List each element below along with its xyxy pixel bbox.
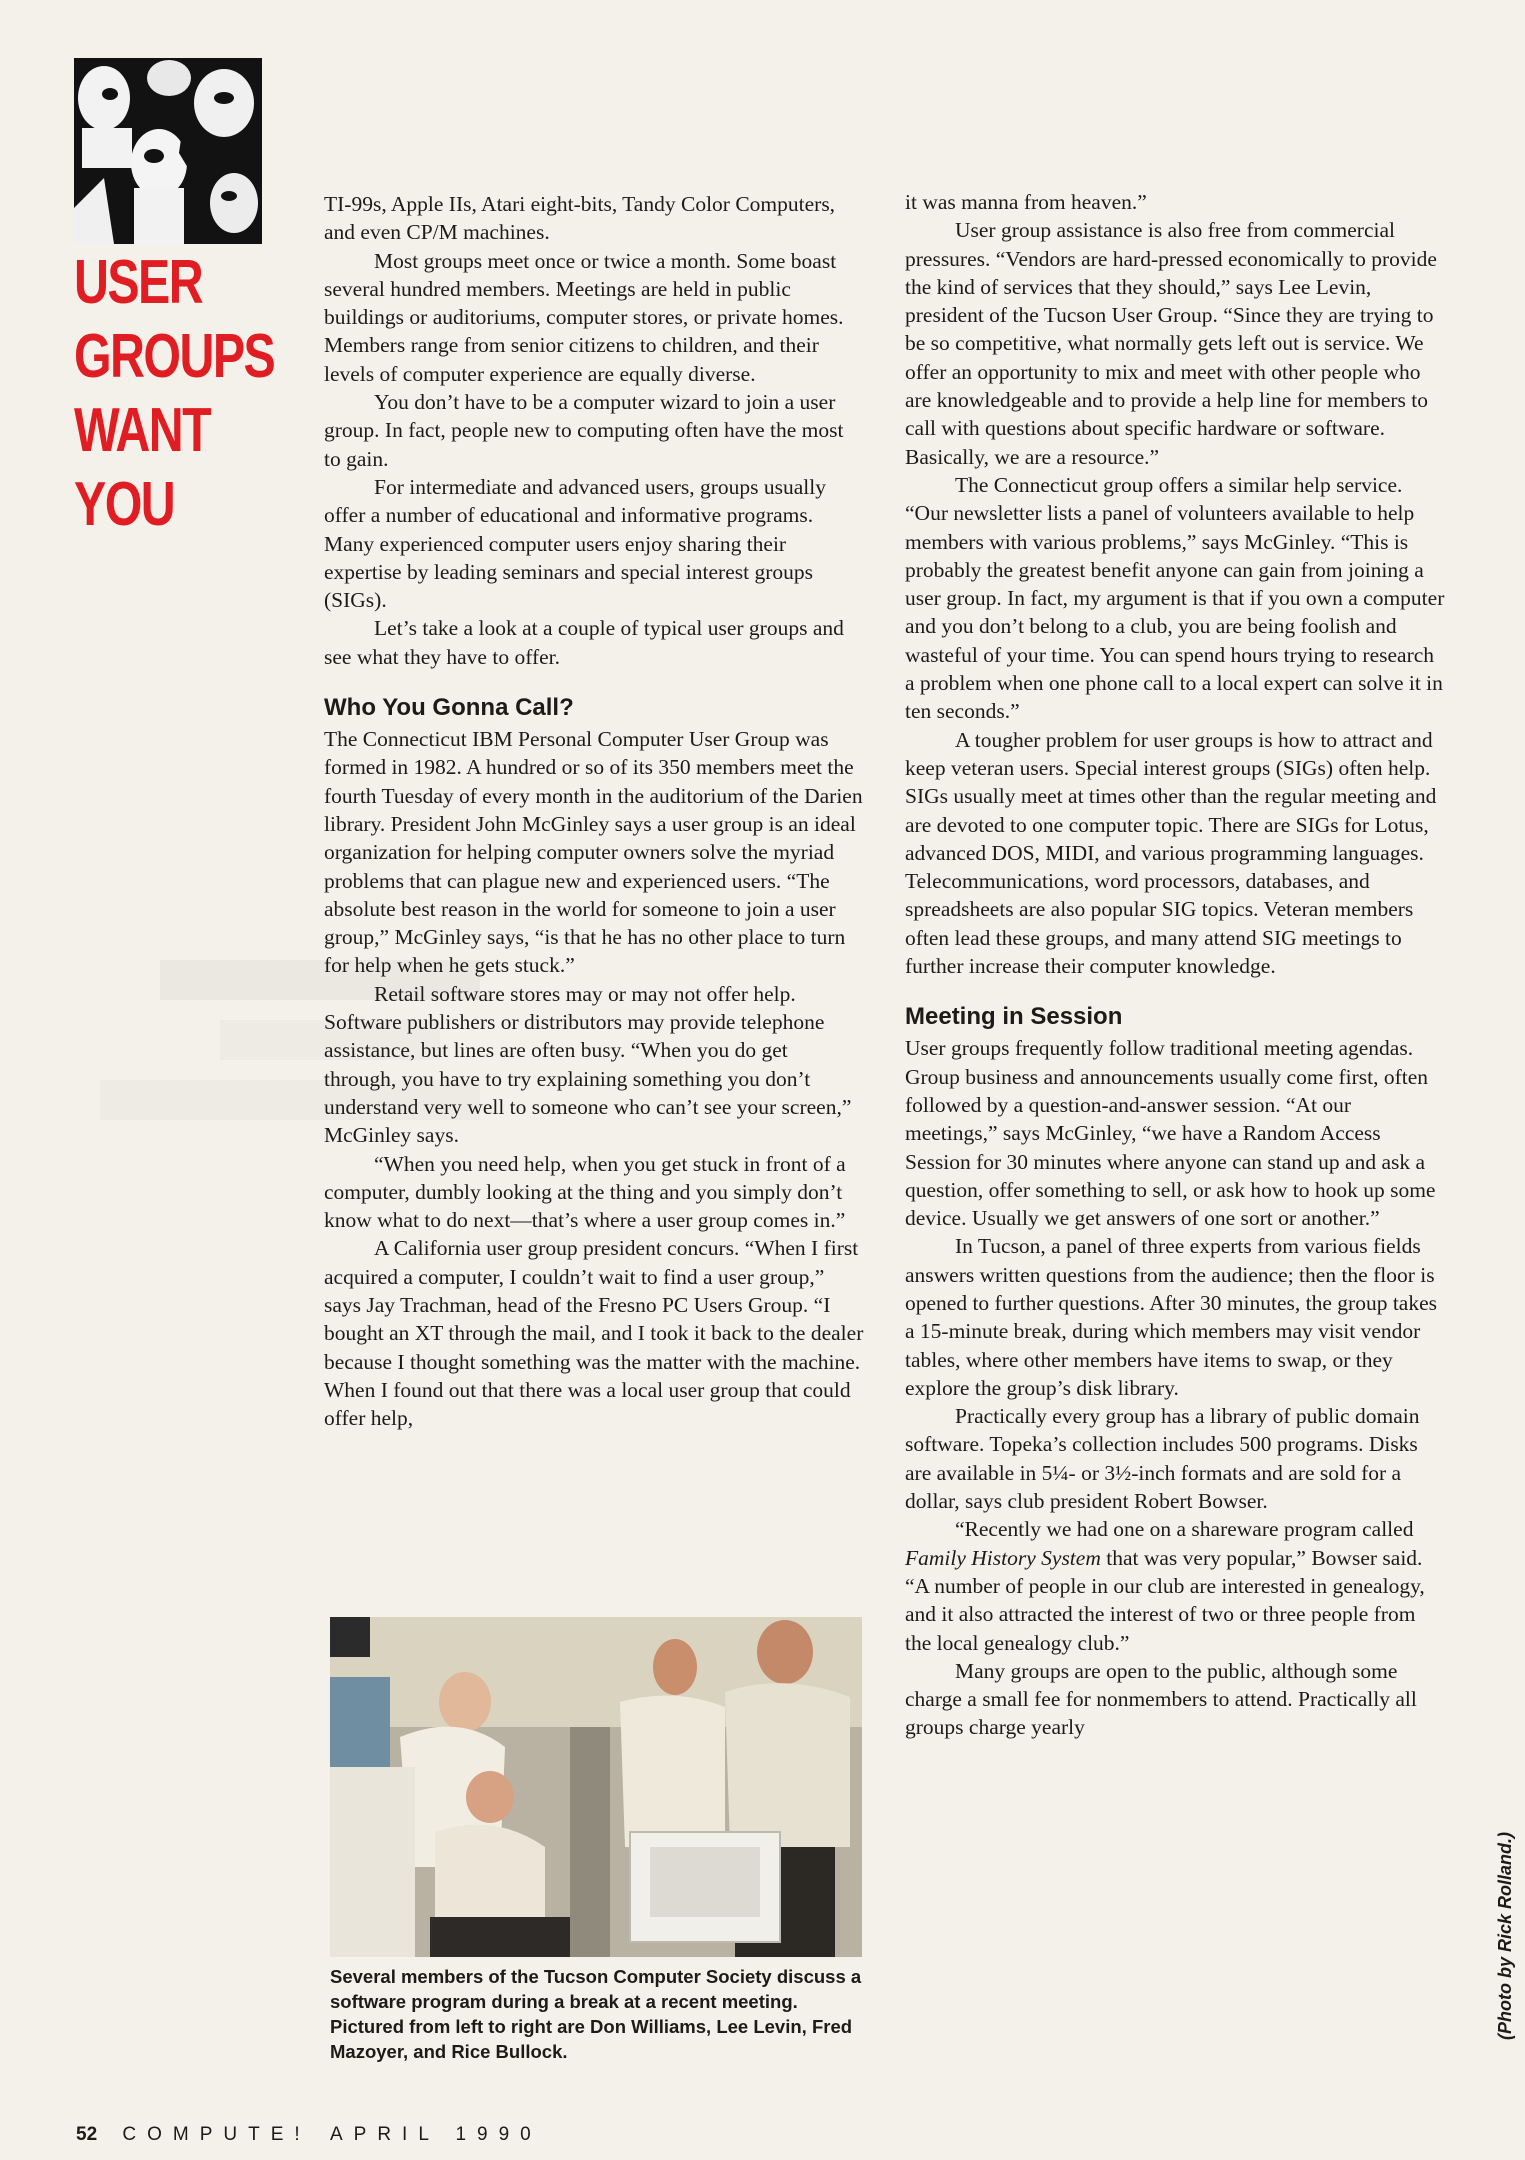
paragraph: You don’t have to be a computer wizard to join a user group. In fact, people new to computing often have the most to gain.	[324, 390, 844, 471]
meeting-photo-image	[330, 1617, 862, 1957]
paragraph: For intermediate and advanced users, groups usually offer a number of educational and informative programs. Many experienced computer users enjoy sharing their expertise by leading seminars and special interest groups (SIGs).	[324, 474, 826, 613]
paragraph: Practically every group has a library of public domain software. Topeka’s collection includes 500 programs. Disks are available in 5¼- or 3½-inch formats and are sold for a dollar, says club president Robert Bowser.	[905, 1404, 1420, 1514]
article-column-1	[324, 190, 864, 1432]
paragraph: A tougher problem for user groups is how to attract and keep veteran users. Special interest groups (SIGs) often help. SIGs usually meet at times other than the regular meeting and are devoted to one computer topic. There are SIGs for Lotus, advanced DOS, MIDI, and various programming languages. Telecommunications, word processors, databases, and spreadsheets are also popular SIG topics. Veteran members often lead these groups, and many attend SIG meetings to further increase their computer knowledge.	[905, 727, 1437, 979]
section-heading: Who You Gonna Call?	[324, 694, 574, 722]
paragraph: it was manna from heaven.”	[905, 190, 1147, 214]
crowd-illustration-logo	[74, 58, 262, 244]
issue-date: APRIL 1990	[329, 2124, 542, 2145]
paragraph: A California user group president concurs. “When I first acquired a computer, I couldn’t wait to find a user group,” says Jay Trachman, head of the Fresno PC Users Group. “I bought an XT through the mail, and I took it back to the dealer because I thought something was the matter with the machine. When I found out that there was a local user group that could offer help,	[324, 1236, 864, 1431]
article-title	[74, 246, 275, 542]
title-line: WANT	[74, 396, 211, 465]
crowd-illustration-icon	[74, 58, 262, 244]
paragraph: The Connecticut IBM Personal Computer User Group was formed in 1982. A hundred or so of its 350 members meet the fourth Tuesday of every month in the auditorium of the Darien library. President John McGinley says a user group is an ideal organization for helping computer owners solve the myriad problems that can plague new and experienced users. “The absolute best reason in the world for someone to join a user group,” McGinley says, “is that he has no other place to turn for help when he gets stuck.”	[324, 727, 863, 978]
page-number: 52	[76, 2124, 98, 2145]
page-footer	[76, 2124, 542, 2146]
magazine-name: COMPUTE!	[122, 2124, 311, 2145]
photo-caption: Several members of the Tucson Computer Society discuss a software program during a break at a recent meeting. Pictured from left to right are Don Williams, Lee Levin, Fred Mazoyer, and Rice Bullock.	[330, 1966, 862, 2062]
title-line: YOU	[74, 470, 175, 539]
paragraph: Many groups are open to the public, although some charge a small fee for nonmembers to attend. Practically all groups charge yearly	[905, 1658, 1417, 1740]
paragraph: Retail software stores may or may not offer help. Software publishers or distributors may provide telephone assistance, but lines are often busy. “When you do get through, you have to try explaining something you don’t understand very well to someone who can’t see your screen,” McGinley says.	[324, 981, 852, 1148]
section-heading: Meeting in Session	[905, 1003, 1123, 1031]
paragraph: “When you need help, when you get stuck in front of a computer, dumbly looking at the thing and you simply don’t know what to do next—that’s where a user group comes in.”	[324, 1151, 846, 1233]
article-column-2	[905, 188, 1445, 1742]
paragraph: In Tucson, a panel of three experts from various fields answers written questions from the audience; then the floor is opened to further questions. After 30 minutes, the group takes a 15-minute break, during which members may visit vendor tables, where other members have items to swap, or they explore the group’s disk library.	[905, 1234, 1438, 1400]
paragraph: Most groups meet once or twice a month. Some boast several hundred members. Meetings are held in public buildings or auditoriums, computer stores, or private homes. Members range from senior citizens to children, and their levels of computer experience are equally diverse.	[324, 248, 844, 386]
photo-credit: (Photo by Rick Rolland.)	[1495, 1831, 1515, 2040]
paragraph: The Connecticut group offers a similar help service. “Our newsletter lists a panel of volunteers available to help members with various problems,” says McGinley. “This is probably the greatest benefit anyone can gain from joining a user group. In fact, my argument is that if you own a computer and you don’t belong to a club, you are being foolish and wasteful of your time. You can spend hours trying to research a problem when one phone call to a local expert can solve it in ten seconds.”	[905, 472, 1445, 724]
meeting-photo	[330, 1617, 862, 1957]
title-line: GROUPS	[74, 322, 275, 391]
paragraph: TI-99s, Apple IIs, Atari eight-bits, Tandy Color Computers, and even CP/M machines.	[324, 192, 836, 245]
paragraph	[905, 1515, 1445, 1656]
paragraph-text: that was very popular,” Bowser said. “A number of people in our club are interested in genealogy, and it also attracted the interest of two or three people from the local genealogy club.”	[905, 1545, 1425, 1655]
paragraph: Let’s take a look at a couple of typical user groups and see what they have to offer.	[324, 616, 844, 669]
paragraph-text: “Recently we had one on a shareware program called	[955, 1517, 1414, 1542]
paragraph: User groups frequently follow traditional meeting agendas. Group business and announcements usually come first, often followed by a question-and-answer session. “At our meetings,” says McGinley, “we have a Random Access Session for 30 minutes where anyone can stand up and ask a question, offer something to sell, or ask how to hook up some device. Usually we get answers of one sort or another.”	[905, 1036, 1436, 1231]
title-line: USER	[74, 248, 203, 317]
software-title: Family History System	[905, 1545, 1101, 1570]
paragraph: User group assistance is also free from commercial pressures. “Vendors are hard-pressed economically to provide the kind of services that they should,” says Lee Levin, president of the Tucson User Group. “Since they are trying to be so competitive, what normally gets left out is service. We offer an opportunity to mix and meet with other people who are knowledgeable and to provide a help line for members to call with questions about specific hardware or software. Basically, we are a resource.”	[905, 218, 1437, 469]
